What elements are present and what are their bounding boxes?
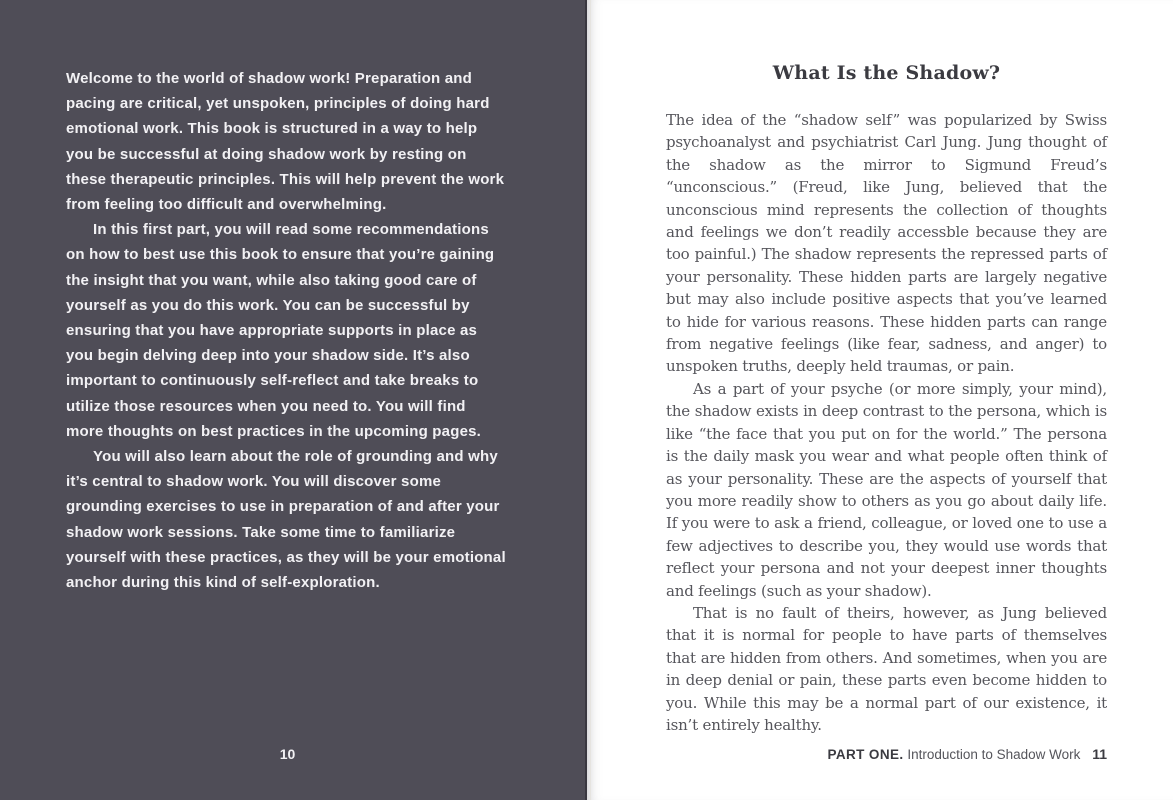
right-paragraph-1: The idea of the “shadow self” was popularized by Swiss psychoanalyst and psychiatrist Carl Jung. Jung thought of the shadow as the mirror to Sigmund Freud’s “unconscious.” (Freud, like Jung, believed that the unconscious mind represents the collection of thoughts and feelings we don’t readily accessble because they are too painful.) The shadow represents the repressed parts of your personality. These hidden parts are largely negative but may also include positive aspects that you’ve learned to hide for various reasons. These hidden parts can range from negative feelings (like fear, sadness, and anger) to unspoken truths, deeply held traumas, or pain.: [666, 111, 1107, 376]
right-page-number: 11: [1092, 746, 1107, 762]
left-paragraph-3: You will also learn about the role of grounding and why it’s central to shadow work. You will discover some grounding exercises to use in preparation of and after your shadow work sessions. Take some time to familiarize yourself with these practices, as they will be your emotional anchor during this kind of self-exploration.: [66, 448, 506, 592]
right-page-footer: [827, 746, 1107, 762]
left-paragraph-2: In this first part, you will read some recommendations on how to best use this book to ensure that you’re gaining the insight that you want, while also taking good care of yourself as you do this work. You can be successful by ensuring that you have appropriate supports in place as you begin delving deep into your shadow side. It’s also important to continuously self-reflect and take breaks to utilize those resources when you need to. You will find more thoughts on best practices in the upcoming pages.: [66, 221, 495, 440]
left-paragraph-1: Welcome to the world of shadow work! Preparation and pacing are critical, yet unspoken, principles of doing hard emotional work. This book is structured in a way to help you be successful at doing shadow work by resting on these therapeutic principles. This will help prevent the work from feeling too difficult and overwhelming.: [66, 70, 505, 214]
right-paragraph-3: That is no fault of theirs, however, as Jung believed that it is normal for people to have parts of themselves that are hidden from others. And sometimes, when you are in deep denial or pain, these parts even become hidden to you. While this may be a normal part of our existence, it isn’t entirely healthy.: [666, 603, 1107, 734]
right-page-text: [666, 109, 1107, 736]
chapter-heading: What Is the Shadow?: [772, 62, 1001, 84]
right-paragraph-2: As a part of your psyche (or more simply, your mind), the shadow exists in deep contrast to the persona, which is like “the face that you put on for the world.” The persona is the daily mask you wear and what people often think of as your personality. These are the aspects of yourself that you more readily show to others as you go about daily life. If you were to ask a friend, colleague, or loved one to use a few adjectives to describe you, they would use words that reflect your persona and not your deepest inner thoughts and feelings (such as your shadow).: [666, 379, 1107, 600]
right-page: [587, 0, 1173, 800]
left-page-number: 10: [279, 746, 296, 762]
part-title: Introduction to Shadow Work: [907, 747, 1081, 762]
left-page-text: [66, 66, 507, 595]
part-label: PART ONE.: [827, 747, 904, 762]
